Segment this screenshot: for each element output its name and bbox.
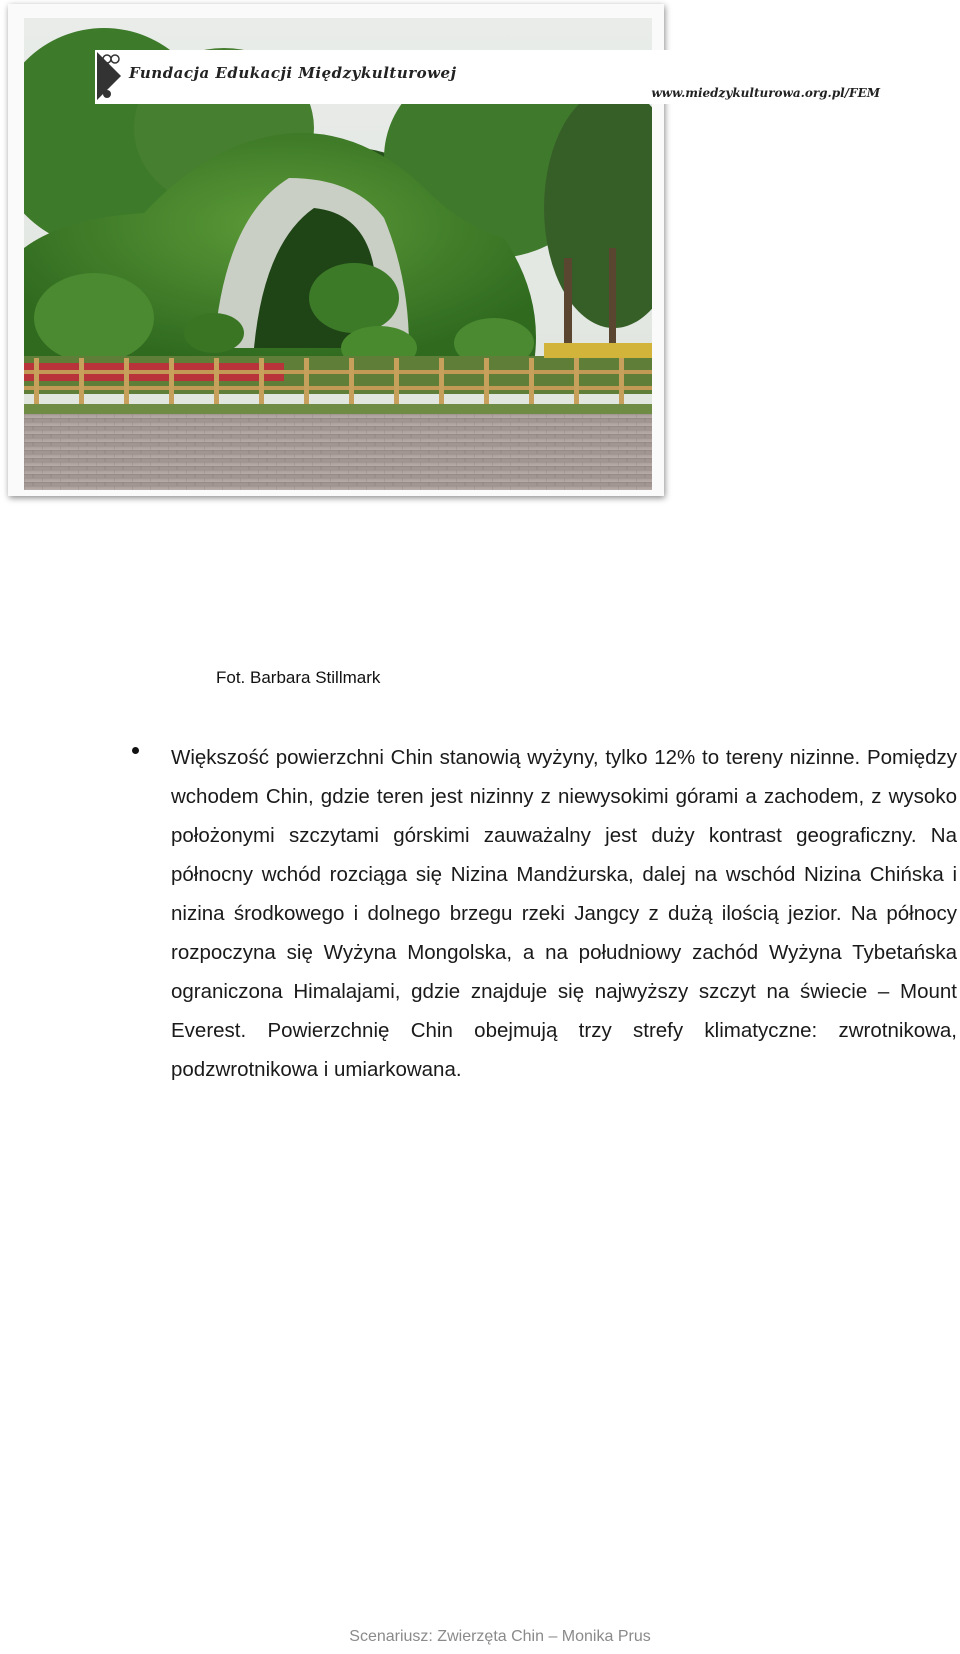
logo-url: www.miedzykulturowa.org.pl/FEM: [651, 86, 880, 100]
logo-org-name: Fundacja Edukacji Międzykulturowej: [129, 64, 457, 82]
geography-paragraph: Większość powierzchni Chin stanowią wyżyny, tylko 12% to tereny nizinne. Pomiędzy wchodem Chin, gdzie teren jest nizinny z niewysokimi górami a zachodem, z wysoko położonymi szczytami górskimi zauważalny jest duży kontrast geograficzny. Na północny wchód rozciąga się Nizina Mandżurska, dalej na wschód Nizina Chińska i nizina środkowego i dolnego brzegu rzeki Jangcy z dużą ilością jezior. Na północy rozpoczyna się Wyżyna Mongolska, a na południowy zachód Wyżyna Tybetańska ograniczona Himalajami, gdzie znajduje się najwyższy szczyt na świecie – Mount Everest. Powierzchnię Chin obejmują trzy strefy klimatyczne: zwrotnikowa, podzwrotnikowa i umiarkowana.: [171, 746, 957, 1081]
organization-logo-banner: [95, 50, 935, 104]
foundation-logo-icon: [95, 50, 125, 104]
bullet-icon: [132, 747, 139, 754]
page-footer: Scenariusz: Zwierzęta Chin – Monika Prus: [349, 1628, 651, 1645]
photo-caption: Fot. Barbara Stillmark: [216, 668, 381, 687]
